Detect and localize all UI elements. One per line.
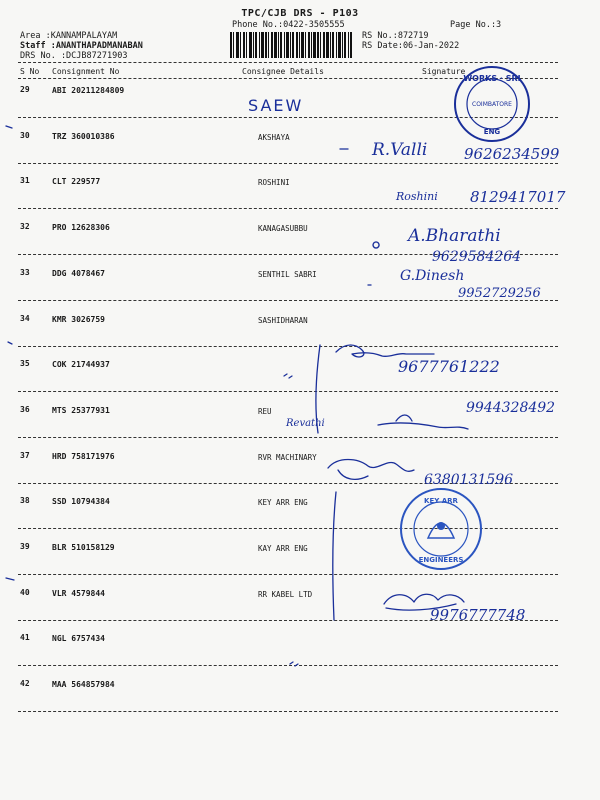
bracket-row-34-36 xyxy=(316,345,320,433)
row-consignment-number: HRD 758171976 xyxy=(52,451,115,461)
ditto-mark-41 xyxy=(290,662,298,666)
row-serial-number: 36 xyxy=(20,404,30,414)
rs-number: RS No.:872719 xyxy=(362,31,429,41)
row-consignment-number: MTS 25377931 xyxy=(52,405,110,415)
signature-g-dinesh: G.Dinesh xyxy=(400,268,465,284)
row-serial-number: 39 xyxy=(20,542,30,551)
bracket-row-38-40 xyxy=(333,492,336,620)
row-serial-number: 30 xyxy=(20,130,30,140)
signature-row-35 xyxy=(336,345,434,357)
row-serial-number: 31 xyxy=(20,176,30,186)
row-serial-number: 35 xyxy=(20,359,30,369)
row-consignment-number: COK 21744937 xyxy=(52,360,110,370)
signature-row-40 xyxy=(384,594,464,610)
margin-mark-3 xyxy=(6,578,14,580)
phone-row-35: 9677761222 xyxy=(398,357,500,376)
row-serial-number: 41 xyxy=(20,633,30,643)
col-signature-header: Signature xyxy=(422,67,466,76)
phone-number: Phone No.:0422-3505555 xyxy=(232,20,345,30)
col-consignment-header: Consignment No xyxy=(52,67,120,76)
sheet-title: TPC/CJB DRS - P103 xyxy=(241,8,359,19)
row-consignment-number: ABI 20211284809 xyxy=(52,86,125,95)
signature-revathi: Revathi xyxy=(286,418,325,429)
row-consignee-name: KANAGASUBBU xyxy=(258,224,308,234)
row-consignment-number: NGL 6757434 xyxy=(52,634,105,644)
margin-mark-1 xyxy=(6,126,12,128)
col-sno-header: S No xyxy=(20,67,40,76)
row-consignee-name: RVR MACHINARY xyxy=(258,452,317,462)
row-consignment-number: PRO 12628306 xyxy=(52,223,110,233)
row-serial-number: 42 xyxy=(20,679,30,689)
drs-number: DRS No. :DCJB87271903 xyxy=(20,51,128,61)
row-consignee-name: KEY ARR ENG xyxy=(258,498,308,508)
phone-row-40: 9976777748 xyxy=(430,606,526,624)
rs-date: RS Date:06-Jan-2022 xyxy=(362,41,460,51)
row-serial-number: 34 xyxy=(20,313,30,323)
row-consignee-name: ROSHINI xyxy=(258,178,290,188)
row-consignee-name: SENTHIL SABRI xyxy=(258,269,317,279)
col-consignee-header: Consignee Details xyxy=(242,67,324,76)
signature-bharathi: A.Bharathi xyxy=(408,226,501,246)
signature-r-valli: R.Valli xyxy=(372,140,428,160)
phone-row-31: 8129417017 xyxy=(470,188,566,206)
ditto-mark-35 xyxy=(284,374,292,378)
row-consignment-number: KMR 3026759 xyxy=(52,314,105,324)
row-serial-number: 37 xyxy=(20,450,30,460)
signature-row-36 xyxy=(378,415,468,429)
phone-row-33: 9952729256 xyxy=(458,286,541,301)
handwriting-saew: SAEW xyxy=(248,96,304,115)
row-serial-number: 32 xyxy=(20,222,30,232)
row-serial-number: 40 xyxy=(20,587,30,597)
area-label: Area :KANNAMPALAYAM xyxy=(20,31,118,41)
signature-roshini: Roshini xyxy=(396,190,438,203)
margin-mark-2 xyxy=(8,342,12,344)
row-serial-number: 33 xyxy=(20,267,30,277)
staff-label: Staff :ANANTHAPADMANABAN xyxy=(20,41,143,51)
row-consignment-number: SSD 10794384 xyxy=(52,497,110,507)
row-consignee-name: REU xyxy=(258,406,272,416)
phone-row-36: 9944328492 xyxy=(466,400,556,416)
row-serial-number: 38 xyxy=(20,496,30,506)
page-number: Page No.:3 xyxy=(450,20,502,30)
row-consignment-number: DDG 4078467 xyxy=(52,268,105,278)
row-consignment-number: VLR 4579844 xyxy=(52,588,105,598)
row-consignee-name: KAY ARR ENG xyxy=(258,544,308,553)
dot-mark-32 xyxy=(373,242,379,248)
svg-text:KEY ARR: KEY ARR xyxy=(424,497,458,505)
svg-text:COIMBATORE: COIMBATORE xyxy=(472,101,512,108)
row-consignment-number: TRZ 360010386 xyxy=(52,131,115,141)
svg-text:ENG: ENG xyxy=(483,128,501,136)
row-consignment-number: BLR 510158129 xyxy=(52,543,115,552)
row-consignment-number: MAA 564857984 xyxy=(52,680,115,690)
row-consignment-number: CLT 229577 xyxy=(52,177,101,187)
row-consignee-name: AKSHAYA xyxy=(258,132,290,142)
signature-row-37 xyxy=(328,460,414,480)
row-serial-number: 29 xyxy=(20,85,30,94)
svg-text:ENGINEERS: ENGINEERS xyxy=(418,556,464,564)
phone-row-30: 9626234599 xyxy=(464,145,560,163)
row-consignee-name: RR KABEL LTD xyxy=(258,589,313,599)
row-consignee-name: SASHIDHARAN xyxy=(258,315,308,325)
svg-text:WORKS · SRI: WORKS · SRI xyxy=(463,74,521,83)
phone-row-37: 6380131596 xyxy=(424,472,514,488)
phone-row-32: 9629584264 xyxy=(432,249,522,265)
